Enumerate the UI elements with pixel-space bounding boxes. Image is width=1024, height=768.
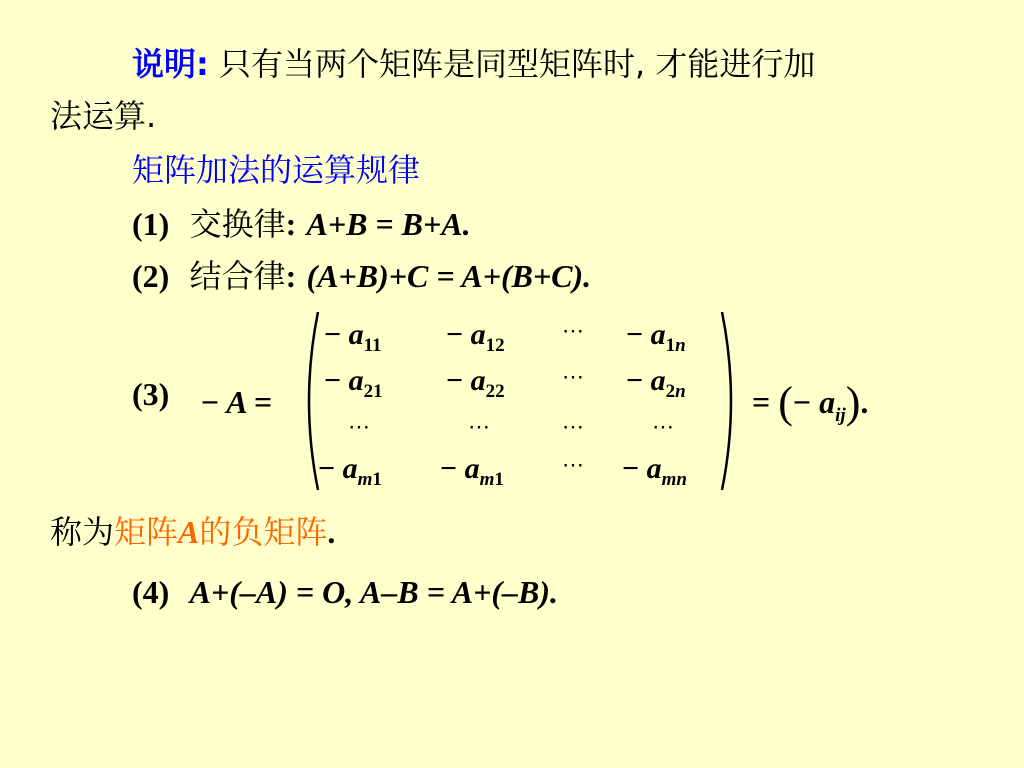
rule-2-number: (2) bbox=[132, 258, 170, 294]
note-label: 说明: bbox=[132, 45, 209, 83]
matrix-cell-1-3: ⋯ bbox=[562, 318, 585, 343]
matrix-cell-2-2: − $a_{22}$ bbox=[446, 364, 505, 402]
rule-3-rhs: = (− $a_{ij}$). bbox=[752, 378, 869, 427]
rule-1: (1) 交换律: A+B = B+A. bbox=[132, 205, 471, 243]
note-text-1: 只有当两个矩阵是同型矩阵时, 才能进行加 bbox=[208, 45, 816, 83]
neg-def-highlight-1: 矩阵 bbox=[114, 513, 179, 551]
matrix-cell-4-4: − $a_{mn}$ bbox=[622, 452, 687, 490]
rule-3-number: (3) bbox=[132, 376, 170, 412]
rule-4-formula: A+(–A) = O, A–B = A+(–B). bbox=[189, 574, 559, 610]
rules-heading: 矩阵加法的运算规律 bbox=[132, 151, 421, 189]
matrix-cell-2-1: − $a_{21}$ bbox=[324, 364, 383, 402]
neg-matrix-definition: 称为矩阵A的负矩阵. bbox=[50, 513, 336, 551]
matrix-cell-2-3: ⋯ bbox=[562, 364, 585, 389]
rule-1-number: (1) bbox=[132, 206, 170, 242]
matrix-cell-4-3: ⋯ bbox=[562, 452, 585, 477]
note-line-1 bbox=[132, 44, 815, 84]
note-line-2: 法运算. bbox=[50, 97, 157, 135]
rule-1-name: 交换律 bbox=[189, 205, 286, 243]
matrix-cell-1-2: − $a_{12}$ bbox=[446, 318, 505, 356]
neg-def-highlight-2: 的负矩阵 bbox=[199, 513, 328, 551]
neg-def-var: A bbox=[178, 514, 200, 550]
rule-2-name: 结合律 bbox=[189, 257, 286, 295]
rule-3-lhs: − A = bbox=[200, 384, 273, 420]
neg-def-prefix: 称为 bbox=[50, 513, 115, 551]
matrix-cell-3-4: ⋯ bbox=[652, 414, 675, 439]
matrix-cell-1-1: − $a_{11}$ bbox=[324, 318, 382, 356]
matrix-cell-4-2: − $a_{m1}$ bbox=[440, 452, 504, 490]
matrix-cell-1-4: − $a_{1n}$ bbox=[626, 318, 686, 356]
rule-2-formula: (A+B)+C = A+(B+C). bbox=[306, 258, 592, 294]
rule-2: (2) 结合律: (A+B)+C = A+(B+C). bbox=[132, 257, 592, 295]
rule-4-number: (4) bbox=[132, 574, 170, 610]
matrix-cell-3-2: ⋯ bbox=[468, 414, 491, 439]
matrix-cell-2-4: − $a_{2n}$ bbox=[626, 364, 686, 402]
matrix-cell-3-3: ⋯ bbox=[562, 414, 585, 439]
rule-1-formula: A+B = B+A. bbox=[306, 206, 471, 242]
rule-4 bbox=[132, 572, 558, 612]
matrix-cell-3-1: ⋯ bbox=[348, 414, 371, 439]
matrix-cell-4-1: − $a_{m1}$ bbox=[318, 452, 382, 490]
